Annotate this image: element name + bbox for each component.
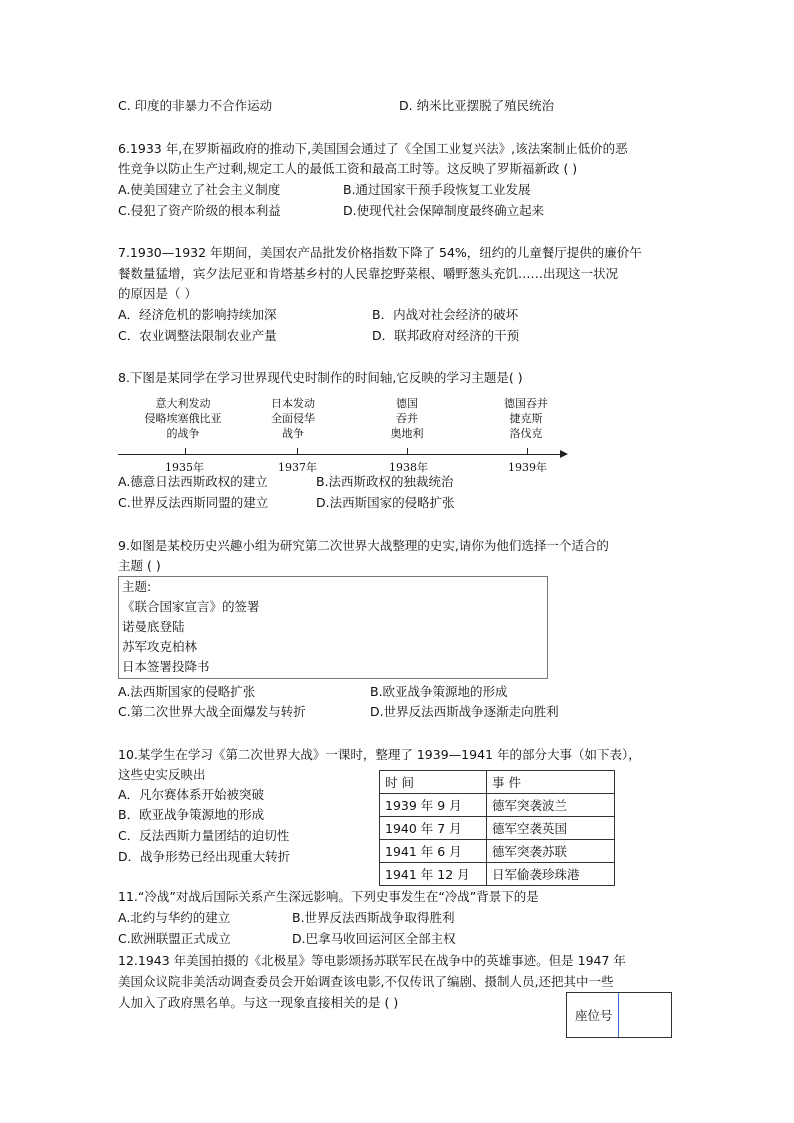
timeline-event-1938: 德国 吞并 奥地利 (390, 397, 424, 440)
q11-option-b: B.世界反法西斯战争取得胜利 (292, 910, 455, 925)
q12-stem-line3: 人加入了政府黑名单。与这一现象直接相关的是 ( ) (118, 995, 399, 1010)
q12-stem-line1: 12.1943 年美国拍摄的《北极星》等电影颂扬苏联军民在战争中的英雄事迹。但是 1947 年 (118, 953, 626, 968)
q8-stem-line1: 8.下图是某同学在学习世界现代史时制作的时间轴,它反映的学习主题是( ) (118, 370, 523, 385)
theme-box-item: 《联合国家宣言》的签署 (122, 599, 260, 614)
theme-box-item: 诺曼底登陆 (122, 619, 185, 634)
q5-option-c: C. 印度的非暴力不合作运动 (118, 98, 273, 113)
q8-option-d: D.法西斯国家的侵略扩张 (316, 495, 455, 510)
timeline-event-1937: 日本发动 全面侵华 战争 (271, 397, 315, 440)
table-cell-event: 德军突袭苏联 (487, 840, 615, 863)
table-row (380, 817, 615, 840)
seat-number-divider (618, 993, 619, 1037)
q9-option-a: A.法西斯国家的侵略扩张 (118, 684, 256, 699)
timeline-year-1937: 1937年 (278, 461, 317, 474)
q11-option-c: C.欧洲联盟正式成立 (118, 931, 231, 946)
table-cell-time: 1940 年 7 月 (380, 817, 487, 840)
q9-stem-line2: 主题 ( ) (118, 558, 161, 573)
q10-option-b: B．欧亚战争策源地的形成 (118, 807, 265, 822)
q9-stem-line1: 9.如图是某校历史兴趣小组为研究第二次世界大战整理的史实,请你为他们选择一个适合的 (118, 538, 609, 553)
seat-number-box (566, 992, 672, 1038)
q11-stem-line1: 11.“冷战”对战后国际关系产生深远影响。下列史事发生在“冷战”背景下的是 (118, 889, 539, 904)
table-cell-time: 1939 年 9 月 (380, 794, 487, 817)
q7-option-c: C．农业调整法限制农业产量 (118, 328, 277, 343)
timeline-event-1939: 德国吞并 捷克斯 洛伐克 (504, 397, 548, 440)
q8-option-b: B.法西斯政权的独裁统治 (316, 474, 454, 489)
table-row (380, 863, 615, 886)
q7-option-a: A．经济危机的影响持续加深 (118, 307, 277, 322)
timeline-axis (118, 454, 566, 455)
q9-option-c: C.第二次世界大战全面爆发与转折 (118, 704, 306, 719)
theme-box-item: 苏军攻克柏林 (122, 639, 198, 654)
table-cell-event: 德军空袭英国 (487, 817, 615, 840)
table-row (380, 840, 615, 863)
table-cell-time: 1941 年 6 月 (380, 840, 487, 863)
table-cell-event: 日军偷袭珍珠港 (487, 863, 615, 886)
q10-option-d: D．战争形势已经出现重大转折 (118, 849, 291, 864)
q11-option-a: A.北约与华约的建立 (118, 910, 231, 925)
table-row (380, 794, 615, 817)
q12-stem-line2: 美国众议院非美活动调查委员会开始调查该电影,不仅传讯了编剧、摄制人员,还把其中一些 (118, 974, 614, 989)
q5-option-d: D. 纳米比亚摆脱了殖民统治 (399, 98, 555, 113)
timeline-year-1938: 1938年 (389, 461, 428, 474)
table-header-row (380, 771, 615, 794)
q7-option-b: B．内战对社会经济的破坏 (372, 307, 519, 322)
q9-option-b: B.欧亚战争策源地的形成 (370, 684, 508, 699)
q10-option-c: C．反法西斯力量团结的迫切性 (118, 828, 290, 843)
q9-option-d: D.世界反法西斯战争逐渐走向胜利 (370, 704, 559, 719)
q6-option-a: A.使美国建立了社会主义制度 (118, 182, 281, 197)
q6-stem-line1: 6.1933 年,在罗斯福政府的推动下,美国国会通过了《全国工业复兴法》,该法案制止低价的恶 (118, 141, 628, 156)
q7-stem-line1: 7.1930—1932 年期间，美国农产品批发价格指数下降了 54%，纽约的儿童餐厅提供的廉价午 (118, 245, 642, 260)
table-cell-time: 1941 年 12 月 (380, 863, 487, 886)
timeline-arrow-icon (560, 450, 568, 458)
theme-box-title: 主题: (122, 579, 152, 594)
seat-number-label: 座位号 (575, 1008, 613, 1023)
q10-stem-line2: 这些史实反映出 (118, 767, 206, 782)
table-header-event: 事 件 (487, 771, 615, 794)
table-cell-event: 德军突袭波兰 (487, 794, 615, 817)
q8-option-a: A.德意日法西斯政权的建立 (118, 474, 268, 489)
q10-stem-line1: 10.某学生在学习《第二次世界大战》一课时，整理了 1939—1941 年的部分大事（如下表）， (118, 747, 641, 762)
q6-stem-line2: 性竞争以防止生产过剩,规定工人的最低工资和最高工时等。这反映了罗斯福新政 ( ) (118, 161, 578, 176)
q9-theme-box (118, 576, 548, 679)
q10-option-a: A．凡尔赛体系开始被突破 (118, 787, 265, 802)
timeline-event-1935: 意大利发动 侵略埃塞俄比亚 的战争 (144, 397, 222, 440)
q11-option-d: D.巴拿马收回运河区全部主权 (292, 931, 456, 946)
q7-stem-line2: 餐数量猛增，宾夕法尼亚和肯塔基乡村的人民靠挖野菜根、嚼野葱头充饥……出现这一状况 (118, 266, 619, 281)
timeline-year-1939: 1939年 (508, 461, 547, 474)
timeline-year-1935: 1935年 (165, 461, 204, 474)
table-header-time: 时 间 (380, 771, 487, 794)
q6-option-b: B.通过国家干预手段恢复工业发展 (343, 182, 531, 197)
q6-option-c: C.侵犯了资产阶级的根本利益 (118, 203, 281, 218)
q6-option-d: D.使现代社会保障制度最终确立起来 (343, 203, 545, 218)
q7-option-d: D．联邦政府对经济的干预 (372, 328, 520, 343)
theme-box-item: 日本签署投降书 (122, 659, 210, 674)
q8-option-c: C.世界反法西斯同盟的建立 (118, 495, 269, 510)
q10-events-table (379, 770, 615, 886)
q7-stem-line3: 的原因是（ ） (118, 286, 197, 301)
